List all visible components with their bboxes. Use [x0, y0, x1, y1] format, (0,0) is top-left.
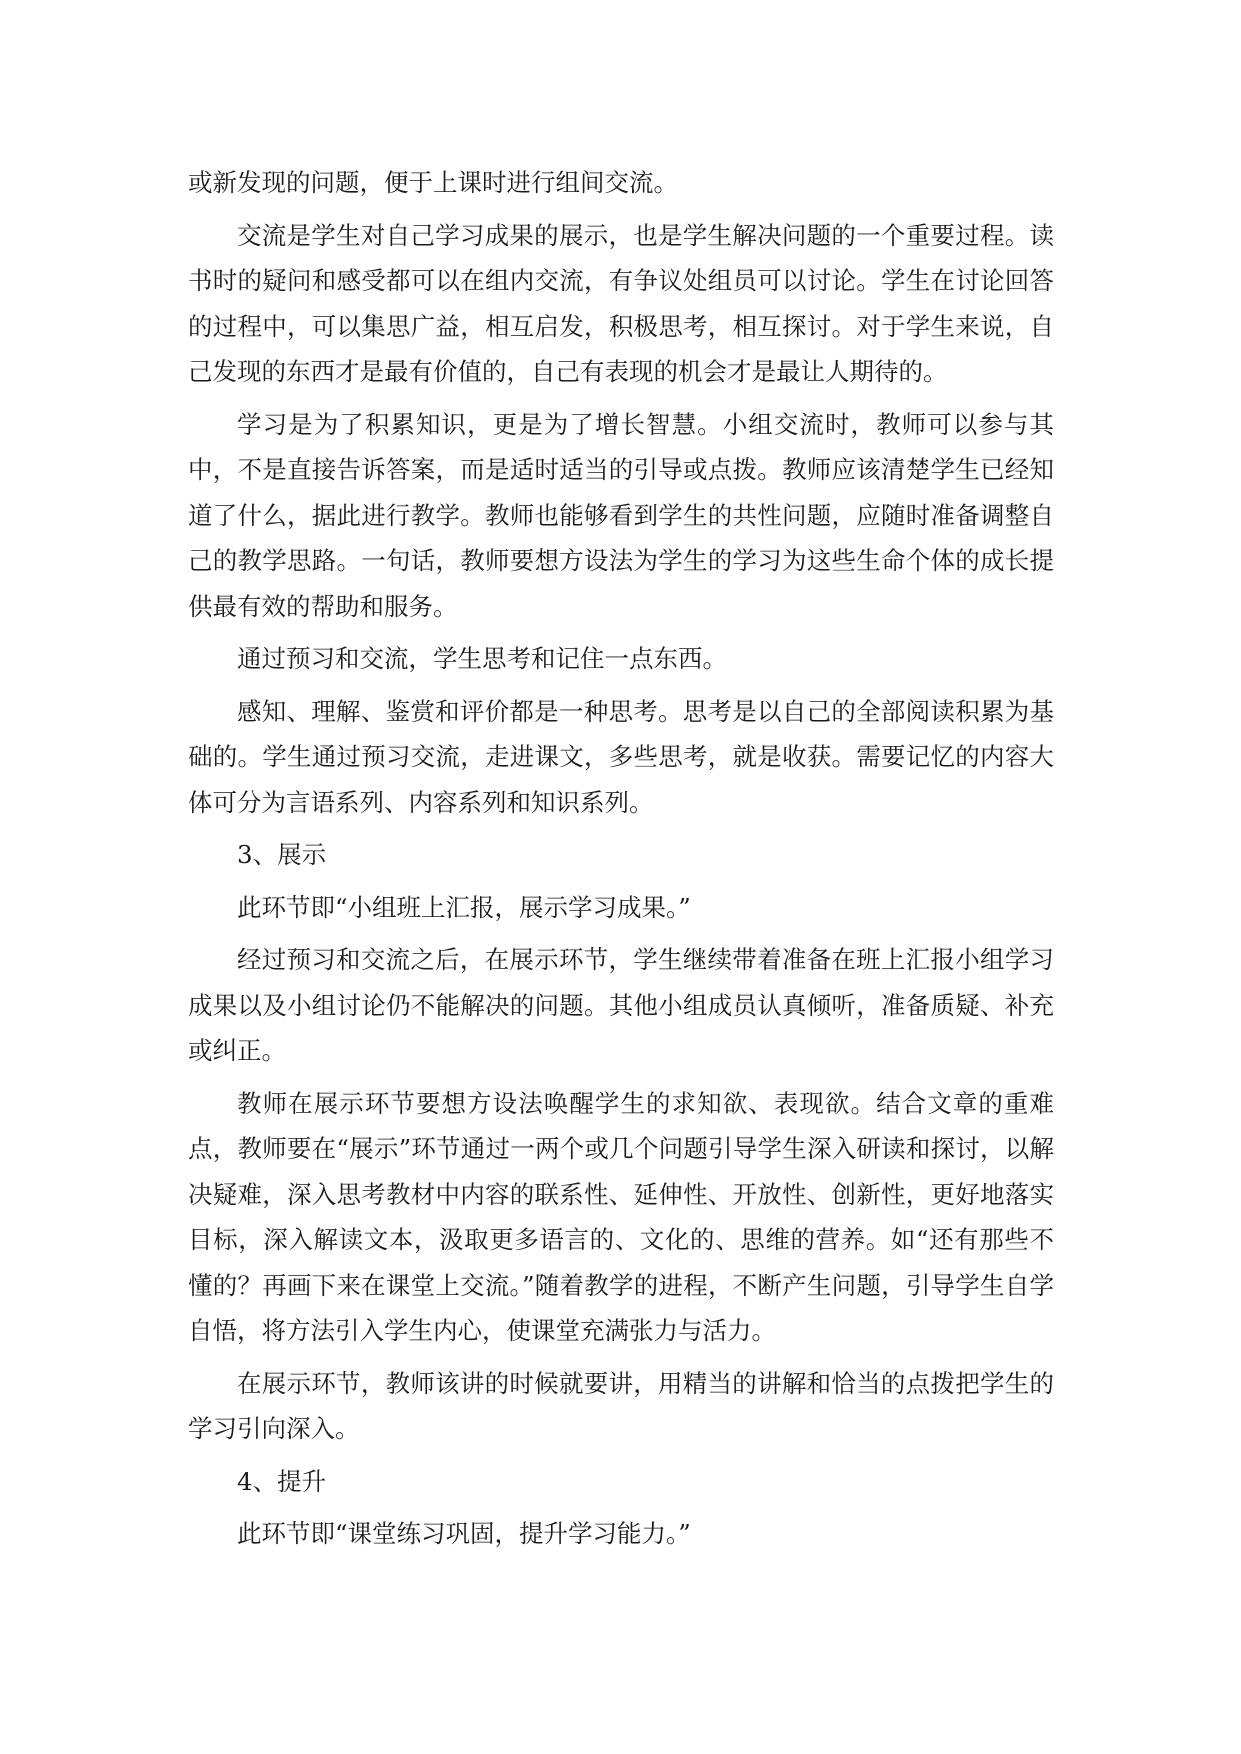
paragraph-display-teacher: 教师在展示环节要想方设法唤醒学生的求知欲、表现欲。结合文章的重难点，教师要在“展示”环节通过一两个或几个问题引导学生深入研读和探讨，以解决疑难，深入思考教材中内容的联系性、延伸性、开放性、创新性，更好地落实目标，深入解读文本，汲取更多语言的、文化的、思维的营养。如“还有那些不懂的？再画下来在课堂上交流。”随着教学的进程，不断产生问题，引导学生自学自悟，将方法引入学生内心，使课堂充满张力与活力。	[188, 1088, 1054, 1345]
paragraph-exchange: 交流是学生对自己学习成果的展示，也是学生解决问题的一个重要过程。读书时的疑问和感受都可以在组内交流，有争议处组员可以讨论。学生在讨论回答的过程中，可以集思广益，相互启发，积极思考，相互探讨。对于学生来说，自己发现的东西才是最有价值的，自己有表现的机会才是最让人期待的。	[188, 220, 1054, 386]
section-heading-improve: 4、提升	[237, 1466, 327, 1496]
paragraph-learning: 学习是为了积累知识，更是为了增长智慧。小组交流时，教师可以参与其中，不是直接告诉答案，而是适时适当的引导或点拨。教师应该清楚学生已经知道了什么，据此进行教学。教师也能够看到学生的共性问题，应随时准备调整自己的教学思路。一句话，教师要想方设法为学生的学习为这些生命个体的成长提供最有效的帮助和服务。	[188, 409, 1054, 621]
paragraph-display-explain: 在展示环节，教师该讲的时候就要讲，用精当的讲解和恰当的点拨把学生的学习引向深入。	[188, 1368, 1054, 1443]
document-body	[188, 160, 1054, 1564]
paragraph-continuation: 或新发现的问题，便于上课时进行组间交流。	[188, 168, 678, 197]
paragraph-thinking: 感知、理解、鉴赏和评价都是一种思考。思考是以自己的全部阅读积累为基础的。学生通过预习交流，走进课文，多些思考，就是收获。需要记忆的内容大体可分为言语系列、内容系列和知识系列。	[188, 696, 1054, 817]
paragraph-display-process: 经过预习和交流之后，在展示环节，学生继续带着准备在班上汇报小组学习成果以及小组讨论仍不能解决的问题。其他小组成员认真倾听，准备质疑、补充或纠正。	[188, 945, 1054, 1065]
section-heading-display: 3、展示	[237, 840, 327, 869]
paragraph-improve-definition: 此环节即“课堂练习巩固，提升学习能力。”	[237, 1519, 691, 1548]
paragraph-preview-exchange: 通过预习和交流，学生思考和记住一点东西。	[237, 644, 727, 673]
paragraph-display-definition: 此环节即“小组班上汇报，展示学习成果。”	[237, 892, 691, 922]
